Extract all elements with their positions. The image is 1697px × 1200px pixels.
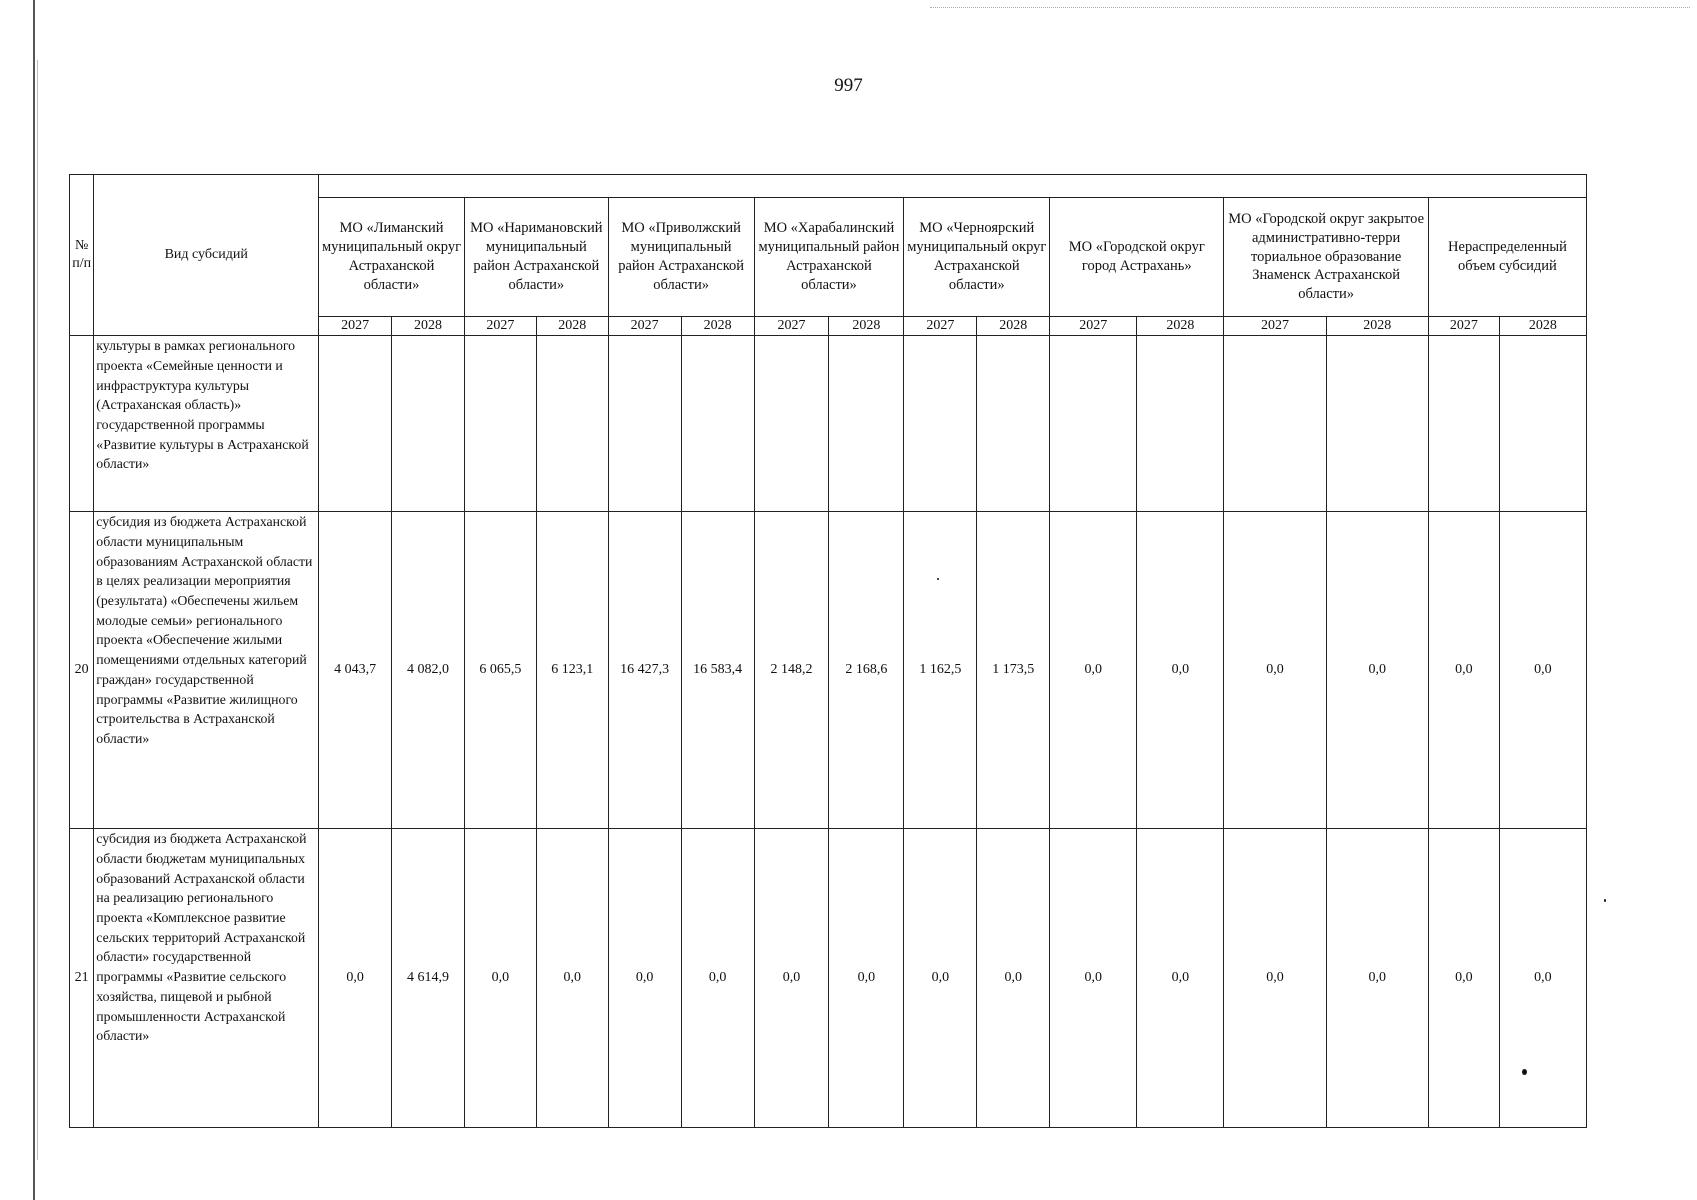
value-cell: 0,0 [1224,512,1326,829]
value-cell: 0,0 [681,829,754,1128]
header-kind: Вид субсидий [94,175,319,336]
row-number: 21 [70,829,94,1128]
value-cell [904,336,977,512]
header-group: МО «Наримановский муниципальный район Астраханской области» [464,198,608,317]
value-cell: 16 583,4 [681,512,754,829]
value-cell: 0,0 [1428,512,1499,829]
value-cell: 0,0 [536,829,608,1128]
header-group: МО «Приволжский муниципальный район Астраханской области» [608,198,754,317]
value-cell: 0,0 [464,829,536,1128]
header-year: 2028 [977,317,1050,336]
header-year: 2027 [1428,317,1499,336]
header-year: 2028 [1499,317,1586,336]
row-description: субсидия из бюджета Астраханской области бюджетам муниципальных образований Астраханской области на реализацию регионального проекта «Комплексное развитие сельских территорий Астраханской области» государственной программы «Развитие сельского хозяйства, пищевой и рыбной промышленности Астраханской области» [94,829,319,1128]
value-cell: 16 427,3 [608,512,681,829]
value-cell: 0,0 [1499,829,1586,1128]
header-year: 2028 [829,317,904,336]
value-cell [754,336,829,512]
header-year: 2027 [319,317,392,336]
row-number: 20 [70,512,94,829]
scan-speck [937,578,939,580]
value-cell: 0,0 [904,829,977,1128]
value-cell: 0,0 [977,829,1050,1128]
value-cell: 4 043,7 [319,512,392,829]
value-cell: 0,0 [1137,512,1224,829]
value-cell [392,336,465,512]
header-group: МО «Харабалинский муниципальный район Астраханской области» [754,198,904,317]
left-margin-rule-faint [37,60,38,1160]
value-cell: 0,0 [1499,512,1586,829]
row-description: культуры в рамках регионального проекта «Семейные ценности и инфраструктура культуры (Астраханская область)» государственной программы «Развитие культуры в Астраханской области» [94,336,319,512]
value-cell [1499,336,1586,512]
row-number [70,336,94,512]
value-cell: 6 123,1 [536,512,608,829]
value-cell: 1 173,5 [977,512,1050,829]
table-row [70,829,1587,1128]
header-year: 2028 [536,317,608,336]
header-year: 2028 [681,317,754,336]
header-year: 2027 [1224,317,1326,336]
value-cell [1224,336,1326,512]
value-cell [464,336,536,512]
value-cell: 0,0 [754,829,829,1128]
value-cell: 0,0 [829,829,904,1128]
value-cell: 6 065,5 [464,512,536,829]
value-cell: 0,0 [1326,512,1428,829]
value-cell [829,336,904,512]
header-year: 2028 [1326,317,1428,336]
header-year: 2027 [904,317,977,336]
header-group: МО «Городской округ закрытое административно-терри ториальное образование Знаменск Астраханской области» [1224,198,1429,317]
value-cell: 0,0 [1428,829,1499,1128]
header-group: МО «Лиманский муниципальный округ Астраханской области» [319,198,465,317]
table-row [70,512,1587,829]
header-year: 2027 [1050,317,1137,336]
value-cell: 0,0 [1050,512,1137,829]
header-blank-band [319,175,1587,198]
table-row [70,336,1587,512]
scan-speck [1604,899,1606,902]
value-cell: 2 168,6 [829,512,904,829]
value-cell [608,336,681,512]
header-year: 2027 [608,317,681,336]
value-cell [1050,336,1137,512]
scan-speck [1522,1069,1527,1075]
subsidies-table [69,174,1587,1128]
header-group: МО «Черноярский муниципальный округ Астраханской области» [904,198,1050,317]
value-cell [319,336,392,512]
top-scan-line [930,7,1690,8]
header-group: МО «Городской округ город Астрахань» [1050,198,1224,317]
value-cell: 0,0 [1050,829,1137,1128]
value-cell [536,336,608,512]
value-cell: 4 614,9 [392,829,465,1128]
left-margin-rule [33,0,35,1200]
header-num: № п/п [70,175,94,336]
page-number: 997 [834,75,863,96]
value-cell: 0,0 [1326,829,1428,1128]
value-cell [977,336,1050,512]
value-cell [1137,336,1224,512]
value-cell [1428,336,1499,512]
header-group: Нераспределенный объем субсидий [1428,198,1586,317]
value-cell: 0,0 [319,829,392,1128]
header-year: 2027 [464,317,536,336]
value-cell [681,336,754,512]
header-year: 2027 [754,317,829,336]
value-cell: 2 148,2 [754,512,829,829]
value-cell [1326,336,1428,512]
value-cell: 0,0 [1137,829,1224,1128]
header-year: 2028 [1137,317,1224,336]
value-cell: 1 162,5 [904,512,977,829]
value-cell: 0,0 [608,829,681,1128]
value-cell: 0,0 [1224,829,1326,1128]
row-description: субсидия из бюджета Астраханской области муниципальным образованиям Астраханской области в целях реализации мероприятия (результата) «Обеспечены жильем молодые семьи» регионального проекта «Обеспечение жилыми помещениями отдельных категорий граждан» государственной программы «Развитие жилищного строительства в Астраханской области» [94,512,319,829]
value-cell: 4 082,0 [392,512,465,829]
header-year: 2028 [392,317,465,336]
